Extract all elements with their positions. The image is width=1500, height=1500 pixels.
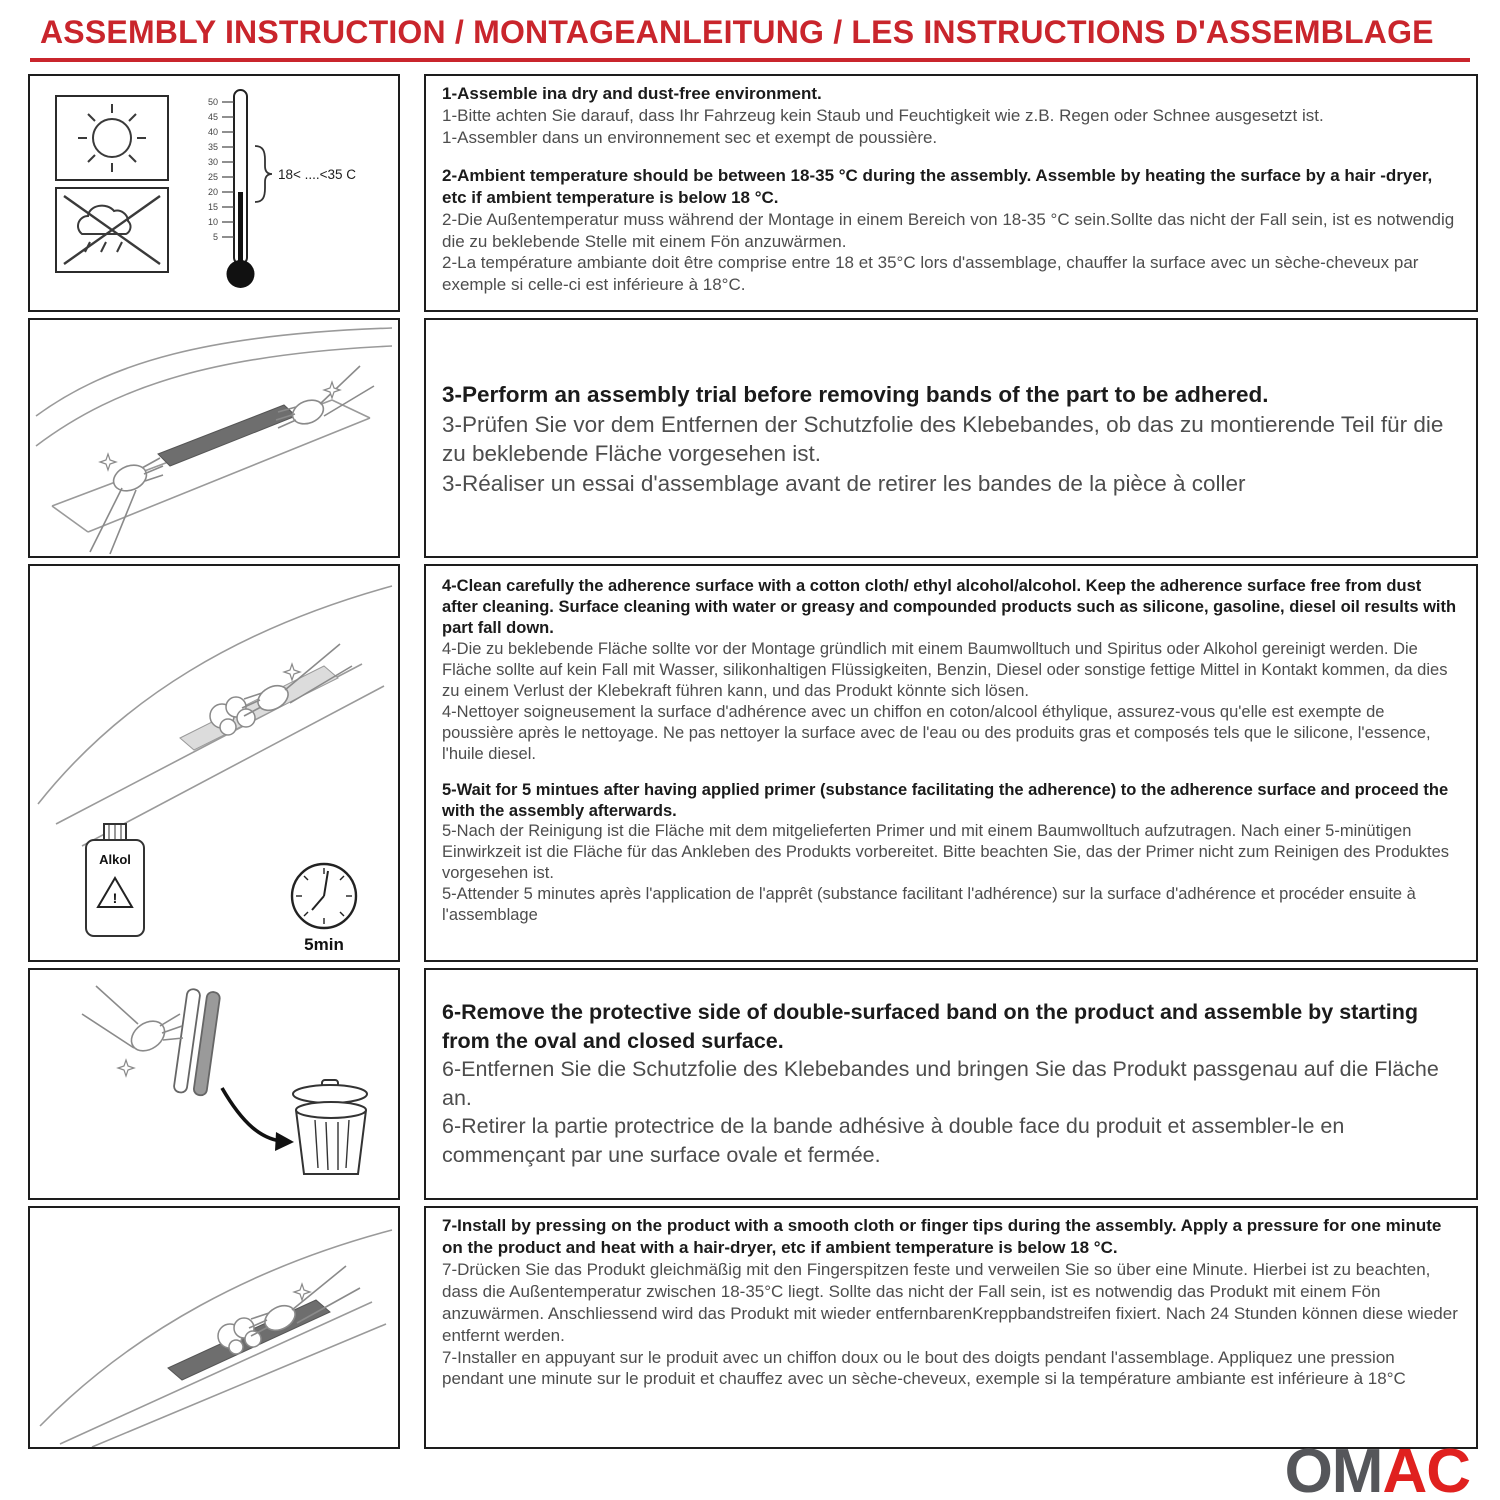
right-hand [276, 366, 374, 428]
peel-band-illustration [30, 970, 398, 1198]
sun-rain-thermometer-illustration [30, 76, 398, 310]
alcohol-bottle-icon [86, 824, 144, 936]
instruction-paragraph-en: 1-Assemble ina dry and dust-free environment. [442, 84, 822, 103]
illustration-assembly-trial [28, 318, 400, 558]
door-sill-lines [40, 1230, 392, 1447]
thermometer-icon [208, 90, 356, 288]
instruction-paragraph-de: 2-Die Außentemperatur muss während der Montage in einem Bereich von 18-35 °C sein.Sollte das nicht der Fall sein, ist es notwendig die zu beklebende Stelle mit einem Fön anzuwärmen. [442, 209, 1455, 251]
hand [82, 986, 183, 1057]
sparkle-icon [100, 454, 116, 470]
sun-icon [56, 96, 168, 180]
instruction-row-4 [28, 968, 1478, 1200]
band-strips [173, 988, 220, 1096]
instruction-paragraph-en: 6-Remove the protective side of double-surfaced band on the product and assemble by starting from the oval and closed surface. [442, 1000, 1419, 1053]
sparkle-icon [118, 1060, 134, 1076]
instruction-row-3 [28, 564, 1478, 962]
instruction-text-step-4-5 [424, 564, 1478, 962]
thermometer-tick-label: 10 [207, 217, 218, 227]
instruction-paragraph-en: 7-Install by pressing on the product with a smooth cloth or finger tips during the assembly. Apply a pressure for one minute on the product and heat with a hair-dryer, etc if ambient temperature is below 18 °C. [442, 1216, 1442, 1257]
instruction-paragraph-fr: 6-Retirer la partie protectrice de la bande adhésive à double face du produit et assembler-le en commençant par une surface ovale et fermée. [442, 1114, 1345, 1167]
cleaning-illustration [30, 566, 398, 960]
hand [242, 644, 352, 716]
instruction-text-step-3 [424, 318, 1478, 558]
thermometer-tick-label: 20 [207, 187, 218, 197]
instruction-paragraph-en: 3-Perform an assembly trial before removing bands of the part to be adhered. [442, 382, 1269, 407]
instruction-paragraph-en: 2-Ambient temperature should be between 18-35 °C during the assembly. Assemble by heating the surface by a hair -dryer, etc if ambient temperature is below 18 °C. [442, 165, 1433, 207]
instruction-paragraph-de: 1-Bitte achten Sie darauf, dass Ihr Fahrzeug kein Staub und Feuchtigkeit wie z.B. Regen oder Schnee ausgesetzt ist. [442, 105, 1324, 125]
thermometer-tick-label: 40 [207, 127, 218, 137]
brace [255, 146, 272, 202]
instruction-row-1 [28, 74, 1478, 312]
clock-icon [292, 864, 356, 928]
instruction-paragraph-fr: 4-Nettoyer soigneusement la surface d'adhérence avec un chiffon en coton/alcool éthylique, assurez-vous qu'elle est exempte de poussière après le nettoyage. Ne pas nettoyer la surface avec de l'eau ou des produits gras et composés tels que le silicone, l'essence, l'huile diesel. [442, 702, 1431, 763]
press-illustration [30, 1208, 398, 1447]
instruction-paragraph-fr: 7-Installer en appuyant sur le produit avec un chiffon doux ou le bout des doigts pendant l'assemblage. Appliquez une pression pendant une minute sur le produit et chauffez avec un sèche-cheveux, exemple si la température ambiante est inférieure à 18°C [442, 1347, 1406, 1389]
instruction-row-5 [28, 1206, 1478, 1449]
instruction-paragraph-de: 5-Nach der Reinigung ist die Fläche mit dem mitgelieferten Primer und mit einem Baumwolltuch aufzutragen. Nach einer 5-minütigen Einwirkzeit ist die Fläche für das Ankleben des Produkts vorbereitet. Bitte beachten Sie, das der Primer nicht zum Reinigen des Produktes vorgesehen ist. [442, 822, 1450, 883]
thermometer-tick-label: 50 [207, 97, 218, 107]
omac-logo-ac: AC [1382, 1436, 1470, 1500]
door-sill-trial-illustration [30, 320, 398, 556]
instruction-text-step-6 [424, 968, 1478, 1200]
illustration-cleaning [28, 564, 400, 962]
omac-logo-om: OM [1284, 1436, 1383, 1500]
sparkle-icon [324, 382, 340, 398]
illustration-environment [28, 74, 400, 312]
wait-time-label: 5min [304, 935, 344, 954]
instruction-paragraph-de: 3-Prüfen Sie vor dem Entfernen der Schutzfolie des Klebebandes, ob das zu montierende Teil für die zu beklebende Fläche vorgesehen ist. [442, 411, 1444, 467]
instruction-paragraph-fr: 3-Réaliser un essai d'assemblage avant de retirer les bandes de la pièce à coller [442, 471, 1246, 497]
title-divider [30, 58, 1470, 62]
instruction-text-step-7 [424, 1206, 1478, 1449]
instruction-paragraph-fr: 2-La température ambiante doit être comprise entre 18 et 35°C lors d'assemblage, chauffer la surface avec un sèche-cheveux par exemple si celle-ci est inférieure à 18°C. [442, 253, 1419, 295]
thermometer-tick-label: 5 [212, 232, 218, 242]
instruction-paragraph-de: 7-Drücken Sie das Produkt gleichmäßig mit den Fingerspitzen feste und verweilen Sie so über eine Minute. Hierbei ist zu beachten, dass die Außentemperatur zwischen 18-35°C liegt. Sollte das nicht der Fall sein, ist es notwendig das Produkt mit einem Fön anzuwärmen. Anschliessend wird das Produkt mit wieder entfernbarenKreppbandstreifen fixiert. Nach 24 Stunden können diese wieder entfernt werden. [442, 1259, 1458, 1345]
page-title: ASSEMBLY INSTRUCTION / MONTAGEANLEITUNG / LES INSTRUCTIONS D'ASSEMBLAGE [40, 14, 1434, 50]
thermometer-tick-label: 30 [207, 157, 218, 167]
instruction-paragraph-en: 4-Clean carefully the adherence surface with a cotton cloth/ ethyl alcohol/alcohol. Keep the adherence surface free from dust after cleaning. Surface cleaning with water or greasy and compounded products such as silicone, gasoline, diesel oil results with part fall down. [442, 577, 1457, 637]
instruction-paragraph-de: 4-Die zu beklebende Fläche sollte vor der Montage gründlich mit einem Baumwolltuch und Spiritus oder Alkohol gereinigt werden. Die Fläche sollte auf kein Fall mit Wasser, silikonhaltigen Flüssigkeiten, Benzin, Diesel oder sonstige fettige Mittel in Kontakt kommen, da dies zu einem Verlust der Klebekraft führen kann, und das Produkt könnte sich lösen. [442, 639, 1448, 700]
arrow-to-trash [222, 1088, 294, 1151]
thermometer-tick-label: 25 [207, 172, 218, 182]
warning-exclamation: ! [112, 890, 118, 906]
illustration-remove-band [28, 968, 400, 1200]
bottle-label: Alkol [99, 852, 131, 867]
trash-can-icon [293, 1080, 367, 1174]
hand [249, 1266, 360, 1336]
instruction-text-step-1-2 [424, 74, 1478, 312]
instruction-row-2 [28, 318, 1478, 558]
door-sill-lines [36, 328, 392, 532]
illustration-press-install [28, 1206, 400, 1449]
thermometer-tick-label: 15 [207, 202, 218, 212]
instruction-paragraph-en: 5-Wait for 5 mintues after having applied primer (substance facilitating the adherence) to the adherence surface and proceed the with the assembly afterwards. [442, 780, 1449, 820]
instruction-paragraph-de: 6-Entfernen Sie die Schutzfolie des Klebebandes und bringen Sie das Produkt passgenau auf die Fläche an. [442, 1057, 1439, 1110]
instruction-paragraph-fr: 1-Assembler dans un environnement sec et exempt de poussière. [442, 127, 938, 147]
thermometer-tick-label: 35 [207, 142, 218, 152]
thermometer-tick-label: 45 [207, 112, 218, 122]
sparkle-icon [284, 664, 300, 680]
temperature-range-label: 18< ....<35 C [278, 167, 357, 182]
omac-logo [1284, 1436, 1470, 1500]
instruction-paragraph-fr: 5-Attender 5 minutes après l'application de l'apprêt (substance facilitant l'adhérence) sur la surface d'adhérence et procéder ensuite à l'assemblage [442, 885, 1416, 925]
no-rain-icon [56, 188, 168, 272]
